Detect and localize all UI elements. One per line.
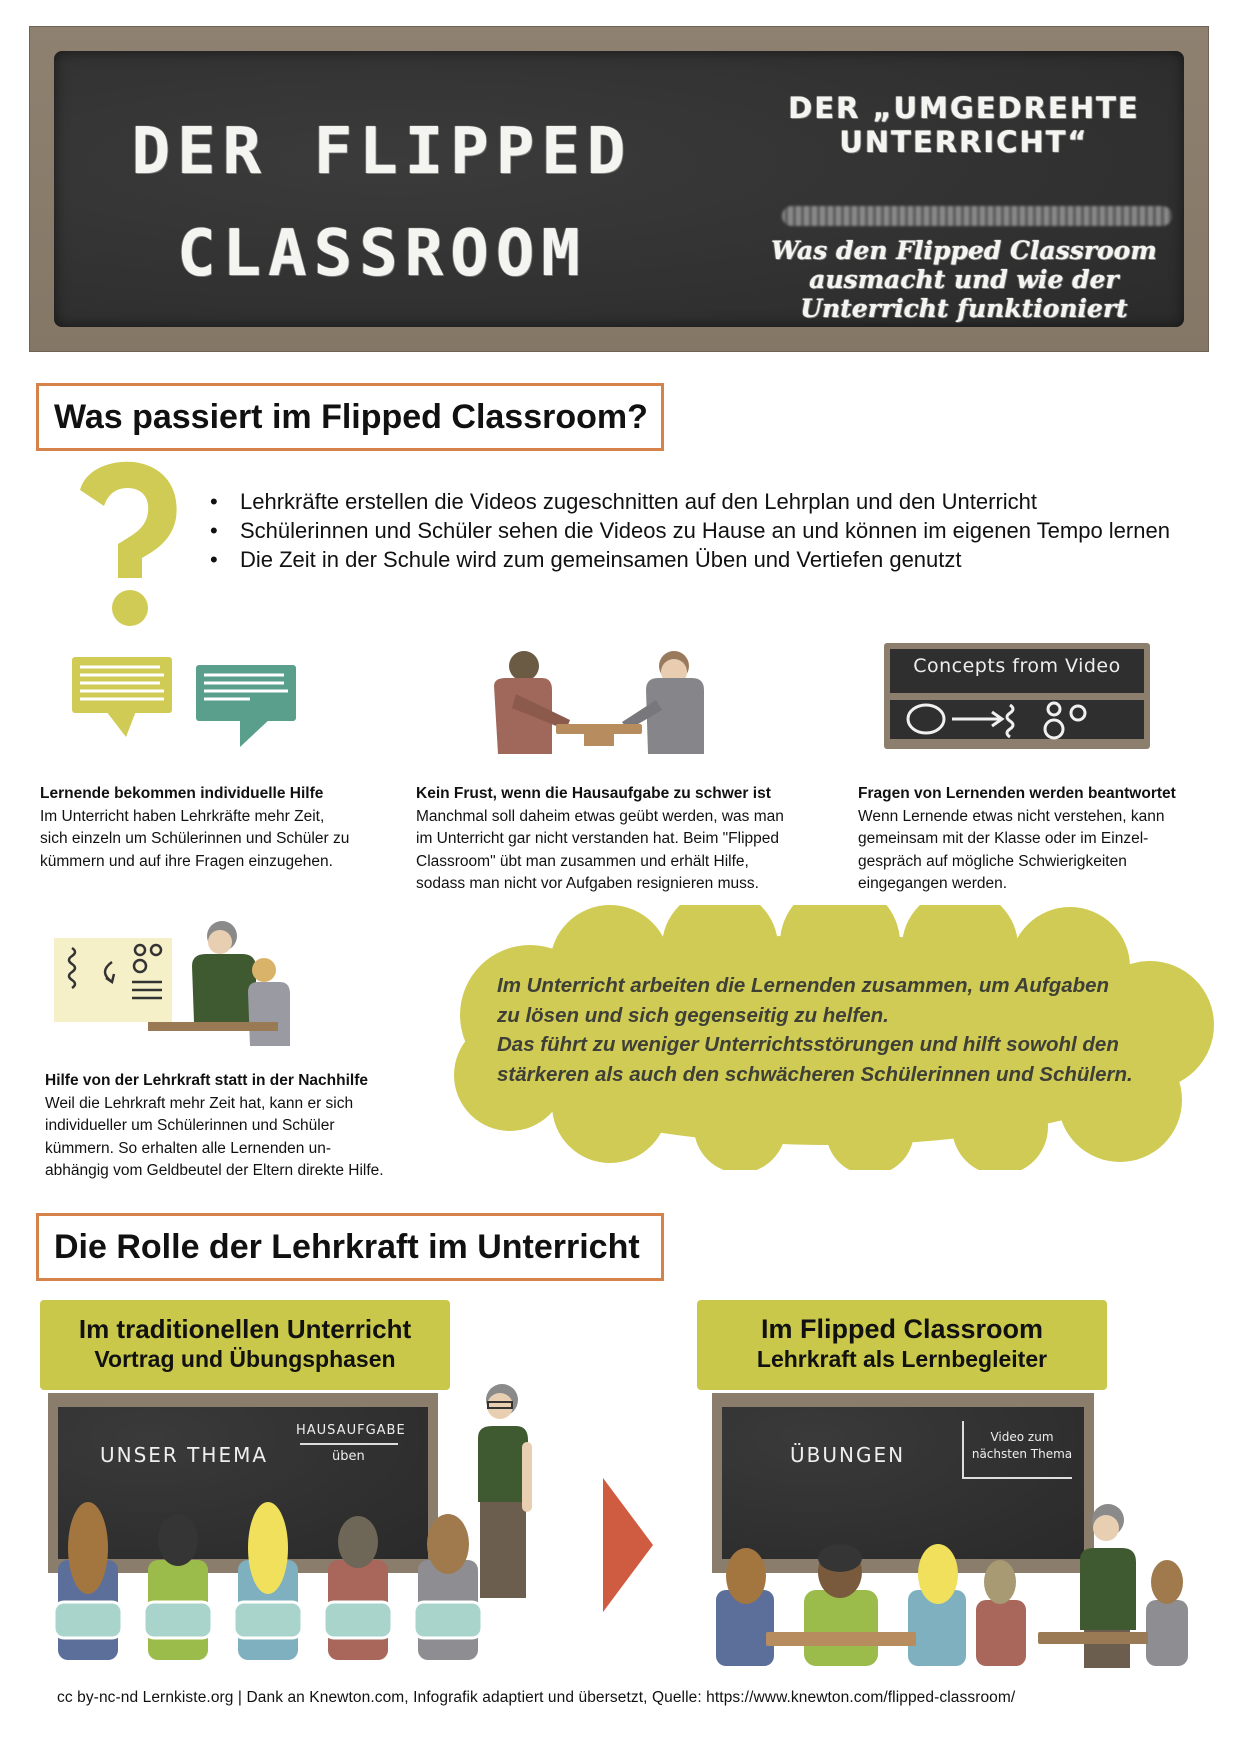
header-chalkboard-frame: [29, 26, 1209, 352]
students-facing-board-icon: [48, 1490, 498, 1670]
lecturing-teacher-icon: [466, 1382, 536, 1602]
board-corner-top: HAUSAUFGABE: [296, 1423, 406, 1438]
header-chalkboard: [54, 51, 1184, 327]
traditional-classroom-banner: [40, 1300, 450, 1390]
board-divider-vertical: [962, 1421, 964, 1477]
card-text-line: sodass man nicht vor Aufgaben resignieren muss.: [416, 875, 759, 892]
board-corner-line: nächsten Thema: [971, 1447, 1073, 1461]
card-text-line: Classroom" übt man zusammen und erhält Hilfe,: [416, 852, 749, 870]
feature-card-teacher-instead-of-tutoring: [45, 1070, 435, 1183]
question-mark-icon: [72, 460, 182, 630]
desc-line-2: ausmacht und wie der: [809, 265, 1119, 294]
card-text-line: individueller um Schülerinnen und Schüler: [45, 1117, 335, 1134]
callout-line: zu lösen und sich gegenseitig zu helfen.: [497, 1003, 889, 1027]
bullet-item: • Die Zeit in der Schule wird zum gemeinsamen Üben und Vertiefen genutzt: [210, 545, 1170, 574]
board-corner-text: [970, 1429, 1074, 1463]
students-at-table-icon: [486, 650, 712, 760]
flipped-classroom-bullets: [210, 487, 1170, 574]
feature-card-no-frustration: [416, 783, 836, 896]
banner-heading: Im Flipped Classroom: [760, 1314, 1044, 1344]
card-text-line: gespräch auf mögliche Schwierigkeiten: [858, 852, 1127, 870]
page-title: [82, 101, 682, 305]
callout-text: [497, 971, 1177, 1089]
comparison-arrow-icon: [603, 1478, 653, 1612]
bullet-item: • Schülerinnen und Schüler sehen die Videos zu Hause an und können im eigenen Tempo lernen: [210, 516, 1170, 545]
section-title-teacher-role: Die Rolle der Lehrkraft im Unterricht: [36, 1213, 664, 1281]
card-text-line: sich einzeln um Schülerinnen und Schüler zu: [40, 830, 350, 847]
board-main-text: UNSER THEMA: [100, 1443, 269, 1467]
chalkboard-icon: [884, 643, 1150, 749]
banner-heading: Im traditionellen Unterricht: [78, 1314, 412, 1344]
card-text-line: eingegangen werden.: [858, 875, 1008, 892]
chalk-smudge-divider: [782, 206, 1172, 226]
board-divider-horizontal: [962, 1477, 1072, 1479]
flipped-classroom-banner: [697, 1300, 1107, 1390]
subtitle: [754, 91, 1174, 159]
feature-card-questions-answered: [858, 783, 1228, 896]
board-divider: [300, 1443, 398, 1445]
title-line-2: CLASSROOM: [177, 217, 587, 291]
desc-line-3: Unterricht funktioniert: [800, 294, 1128, 323]
card-text-line: im Unterricht gar nicht verstanden hat. Beim "Flipped: [416, 830, 780, 847]
header-description: [754, 236, 1174, 323]
chalkboard-text: Concepts from Video: [913, 655, 1121, 677]
subtitle-line-1: DER „UMGEDREHTE: [788, 91, 1140, 125]
card-text-line: Weil die Lehrkraft mehr Zeit hat, kann er sich: [45, 1094, 354, 1112]
chalkboard-rail: [884, 693, 1150, 700]
board-corner-bottom: üben: [332, 1449, 365, 1464]
board-corner-line: Video zum: [990, 1430, 1054, 1444]
banner-subheading: Vortrag und Übungsphasen: [94, 1346, 396, 1372]
card-text-line: kümmern. So erhalten alle Lernenden un-: [45, 1139, 332, 1157]
card-text-line: Wenn Lernende etwas nicht verstehen, kann: [858, 807, 1165, 825]
subtitle-line-2: UNTERRICHT“: [839, 125, 1089, 159]
speech-bubbles-icon: [70, 655, 310, 750]
bullet-item: • Lehrkräfte erstellen die Videos zugeschnitten auf den Lehrplan und den Unterricht: [210, 487, 1170, 516]
card-text-line: gemeinsam mit der Klasse oder im Einzel-: [858, 830, 1149, 847]
feature-card-individual-help: [40, 783, 390, 873]
card-text-line: abhängig vom Geldbeutel der Eltern direkte Hilfe.: [45, 1162, 384, 1179]
card-title: Lernende bekommen individuelle Hilfe: [40, 785, 324, 802]
teacher-helping-student-icon: [52, 918, 302, 1048]
card-text-line: kümmern und auf ihre Fragen einzugehen.: [40, 852, 333, 870]
students-working-together-icon: [712, 1480, 1202, 1670]
footer-credits: cc by-nc-nd Lernkiste.org | Dank an Knewton.com, Infografik adaptiert und übersetzt, Quelle: https://www.knewton.com/flipped-classroom/: [57, 1689, 1016, 1706]
card-text-line: Im Unterricht haben Lehrkräfte mehr Zeit,: [40, 807, 325, 825]
chalk-doodle-icon: [904, 701, 1134, 741]
section-title-what-happens: Was passiert im Flipped Classroom?: [36, 383, 664, 451]
banner-subheading: Lehrkraft als Lernbegleiter: [756, 1346, 1048, 1372]
callout-line: stärkeren als auch den schwächeren Schülerinnen und Schülern.: [497, 1062, 1133, 1086]
callout-line: Im Unterricht arbeiten die Lernenden zusammen, um Aufgaben: [497, 974, 1110, 997]
card-title: Fragen von Lernenden werden beantwortet: [858, 785, 1176, 802]
card-title: Kein Frust, wenn die Hausaufgabe zu schwer ist: [416, 785, 771, 802]
callout-line: Das führt zu weniger Unterrichtsstörungen und hilft sowohl den: [497, 1033, 1119, 1056]
card-title: Hilfe von der Lehrkraft statt in der Nachhilfe: [45, 1072, 368, 1089]
desc-line-1: Was den Flipped Classroom: [771, 236, 1157, 265]
board-main-text: ÜBUNGEN: [790, 1443, 906, 1467]
card-text-line: Manchmal soll daheim etwas geübt werden, was man: [416, 807, 784, 825]
title-line-1: DER FLIPPED: [131, 115, 633, 189]
